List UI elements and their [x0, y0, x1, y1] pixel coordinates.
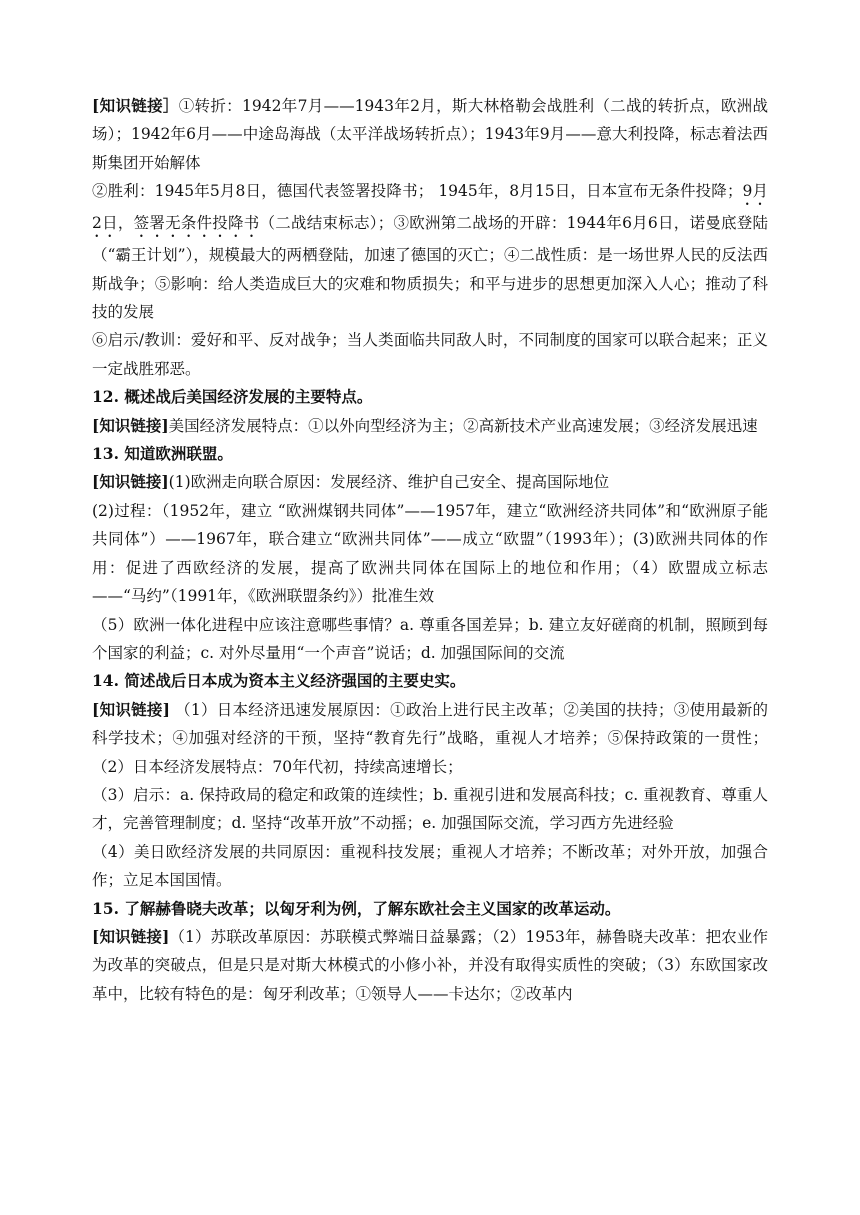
paragraph-text: (1)欧洲走向联合原因：发展经济、维护自己安全、提高国际地位 — [168, 473, 610, 492]
knowledge-link-label: [知识链接］ — [92, 96, 179, 115]
knowledge-paragraph — [92, 92, 768, 177]
knowledge-paragraph — [92, 696, 768, 781]
knowledge-paragraph — [92, 326, 768, 383]
paragraph-text: （1）苏联改革原因：苏联模式弊端日益暴露；（2）1953年，赫鲁晓夫改革：把农业作为改革的突破点，但是只是对斯大林模式的小修小补，并没有取得实质性的突破；（3）东欧国家改革中，比较有特色的是：匈牙利改革；①领导人——卡达尔；②改革内 — [92, 927, 768, 1003]
knowledge-link-label: [知识链接] — [92, 415, 169, 435]
knowledge-paragraph — [92, 838, 768, 895]
paragraph-text: （3）启示：a. 保持政局的稳定和政策的连续性；b. 重视引进和发展高科技；c. 重视教育、尊重人才，完善管理制度；d. 坚持“改革开放”不动摇；e. 加强国际交流，学习西方先进经验 — [92, 785, 768, 833]
question-heading: 12. 概述战后美国经济发展的主要特点。 — [92, 387, 373, 407]
question-heading: 14. 简述战后日本成为资本主义经济强国的主要史实。 — [92, 671, 466, 691]
paragraph-text: (2)过程：（1952年，建立 “欧洲煤钢共同体”——1957年，建立“欧洲经济共同体”和“欧洲原子能共同体”）——1967年，联合建立“欧洲共同体”——成立“欧盟”（1993年）；(3)欧洲共同体的作用：促进了西欧经济的发展，提高了欧洲共同体在国际上的地位和作用；（4）欧盟成立标志——“马约”（1991年，《欧洲联盟条约》）批准生效 — [92, 501, 768, 606]
question-heading: 13. 知道欧洲联盟。 — [92, 444, 233, 464]
paragraph-text: ⑥启示/教训：爱好和平、反对战争；当人类面临共同敌人时，不同制度的国家可以联合起来；正义一定战胜邪恶。 — [92, 331, 768, 378]
knowledge-paragraph — [92, 412, 768, 440]
knowledge-link-label: [知识链接] — [92, 926, 170, 946]
knowledge-link-label: [知识链接] — [92, 699, 170, 719]
question-heading: 15. 了解赫鲁晓夫改革；以匈牙利为例，了解东欧社会主义国家的改革运动。 — [92, 898, 621, 918]
knowledge-link-label: [知识链接] — [92, 472, 169, 492]
paragraph-text: ①转折：1942年7月——1943年2月，斯大林格勒会战胜利（二战的转折点，欧洲战场）；1942年6月——中途岛海战（太平洋战场转折点）；1943年9月——意大利投降，标志着法西斯集团开始解体 — [92, 97, 768, 172]
knowledge-paragraph — [92, 497, 768, 611]
paragraph-text: 美国经济发展特点：①以外向型经济为主；②高新技术产业高速发展；③经济发展迅速 — [168, 416, 758, 435]
knowledge-paragraph — [92, 781, 768, 838]
knowledge-paragraph — [92, 923, 768, 1008]
knowledge-paragraph — [92, 468, 768, 496]
document-page — [92, 92, 768, 1008]
paragraph-text: （1）日本经济迅速发展原因：①政治上进行民主改革；②美国的扶持；③使用最新的科学技术；④加强对经济的干预，坚持“教育先行”战略，重视人才培养；⑤保持政策的一贯性；（2）日本经济发展特点：70年代初，持续高速增长； — [92, 700, 768, 776]
knowledge-paragraph — [92, 611, 768, 668]
emphasized-text: 9月2日，签署无条件投降书 — [92, 182, 768, 233]
paragraph-text: ②胜利：1945年5月8日，德国代表签署投降书； 1945年，8月15日，日本宣布无条件投降； — [92, 182, 743, 201]
paragraph-text: （4）美日欧经济发展的共同原因：重视科技发展；重视人才培养；不断改革；对外开放，加强合作；立足本国国情。 — [92, 842, 768, 890]
paragraph-text: （5）欧洲一体化进程中应该注意哪些事情？a. 尊重各国差异；b. 建立友好磋商的机制，照顾到每个国家的利益；c. 对外尽量用“一个声音”说话；d. 加强国际间的交流 — [92, 615, 768, 662]
paragraph-text: （二战结束标志）；③欧洲第二战场的开辟：1944年6月6日，诺曼底登陆（“霸王计划”），规模最大的两栖登陆，加速了德国的灭亡；④二战性质：是一场世界人民的反法西斯战争；⑤影响：给人类造成巨大的灾难和物质损失；和平与进步的思想更加深入人心；推动了科技的发展 — [92, 214, 768, 322]
knowledge-paragraph — [92, 177, 768, 326]
